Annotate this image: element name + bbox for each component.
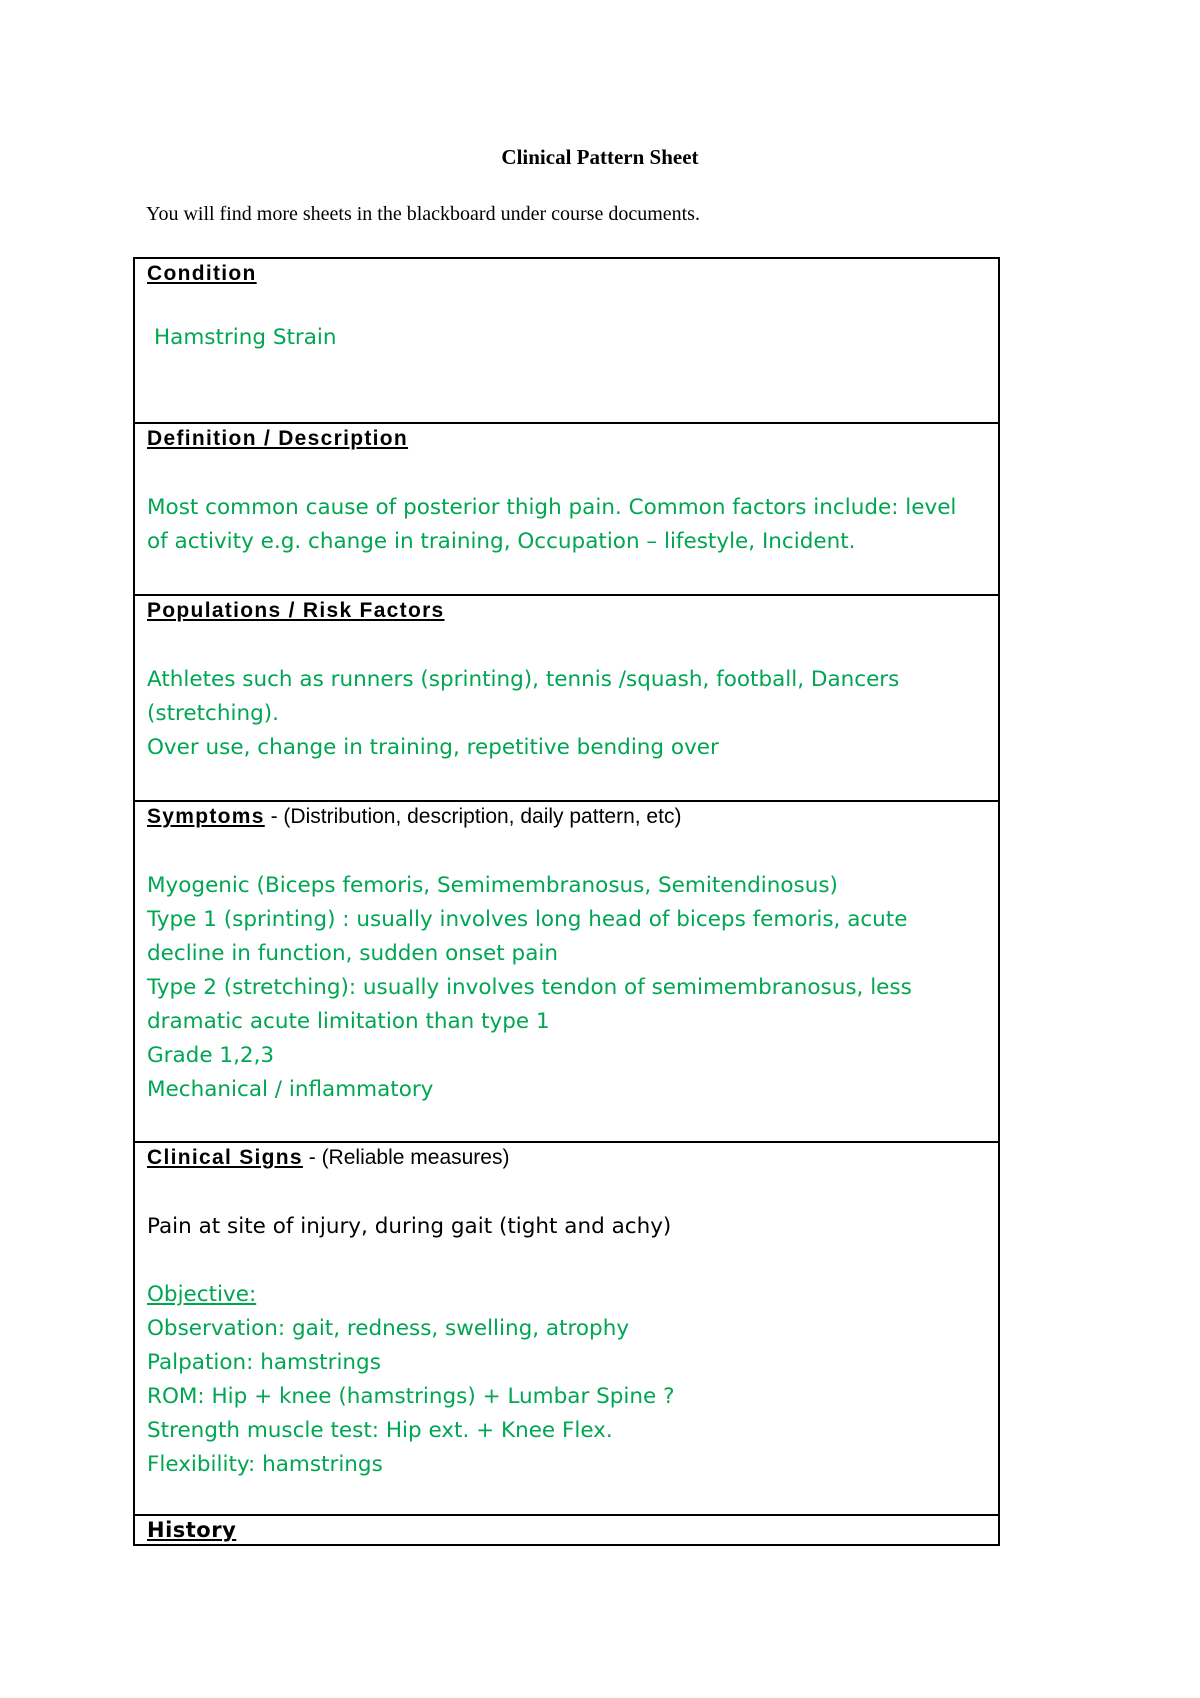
body-line: Athletes such as runners (sprinting), tennis /squash, football, Dancers	[147, 667, 900, 692]
body-line: Observation: gait, redness, swelling, atrophy	[147, 1316, 630, 1341]
section-condition	[135, 259, 998, 424]
section-history	[135, 1516, 998, 1548]
heading-clinical-signs: Clinical Signs	[147, 1146, 303, 1169]
page-subtitle: You will find more sheets in the blackboard under course documents.	[146, 203, 700, 225]
clinical-pattern-table	[133, 257, 1000, 1546]
body-line: Flexibility: hamstrings	[147, 1452, 383, 1477]
section-heading	[147, 1146, 509, 1170]
subjective-line: Pain at site of injury, during gait (tight and achy)	[147, 1214, 672, 1239]
section-clinical-signs	[135, 1143, 998, 1516]
heading-note: - (Reliable measures)	[302, 1146, 510, 1169]
heading-condition: Condition	[147, 262, 257, 285]
section-heading	[147, 805, 681, 829]
heading-note: - (Distribution, description, daily pattern, etc)	[264, 805, 682, 828]
body-line: Over use, change in training, repetitive bending over	[147, 735, 719, 760]
section-heading	[147, 262, 257, 286]
body-line: Grade 1,2,3	[147, 1043, 275, 1068]
heading-history: History	[147, 1518, 237, 1542]
body-line: dramatic acute limitation than type 1	[147, 1009, 550, 1034]
heading-symptoms: Symptoms	[147, 805, 265, 828]
body-line: Mechanical / inflammatory	[147, 1077, 434, 1102]
section-heading	[147, 427, 408, 451]
section-definition	[135, 424, 998, 596]
body-line: (stretching).	[147, 701, 279, 726]
section-heading	[147, 599, 445, 623]
section-body	[147, 869, 912, 1107]
condition-value: Hamstring Strain	[154, 325, 337, 350]
body-line: Strength muscle test: Hip ext. + Knee Flex.	[147, 1418, 613, 1443]
body-line: of activity e.g. change in training, Occupation – lifestyle, Incident.	[147, 529, 856, 554]
section-body	[147, 663, 899, 765]
body-line: Type 1 (sprinting) : usually involves long head of biceps femoris, acute	[147, 907, 908, 932]
section-heading	[147, 1518, 236, 1542]
body-line: Palpation: hamstrings	[147, 1350, 381, 1375]
heading-populations: Populations / Risk Factors	[147, 599, 445, 622]
section-body	[147, 491, 956, 559]
body-line: ROM: Hip + knee (hamstrings) + Lumbar Spine ?	[147, 1384, 675, 1409]
body-line: Myogenic (Biceps femoris, Semimembranosus, Semitendinosus)	[147, 873, 838, 898]
section-body	[147, 1210, 675, 1482]
heading-definition: Definition / Description	[147, 427, 409, 450]
section-populations	[135, 596, 998, 802]
body-line: Type 2 (stretching): usually involves tendon of semimembranosus, less	[147, 975, 912, 1000]
page-title: Clinical Pattern Sheet	[501, 145, 699, 169]
body-line: decline in function, sudden onset pain	[147, 941, 558, 966]
section-symptoms	[135, 802, 998, 1143]
objective-label: Objective:	[147, 1282, 257, 1307]
section-body	[154, 321, 337, 355]
body-line: Most common cause of posterior thigh pain. Common factors include: level	[147, 495, 957, 520]
